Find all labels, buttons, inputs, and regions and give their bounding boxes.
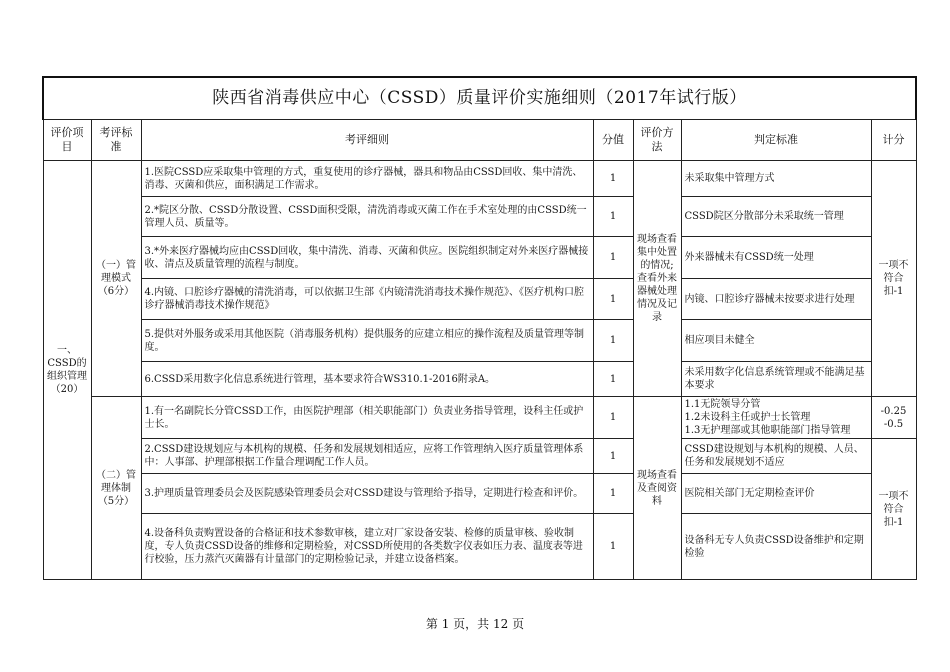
score-cell: 1 [593, 514, 633, 580]
header-detail: 考评细则 [141, 120, 593, 161]
criteria-cell: 未采用数字化信息系统管理或不能满足基本要求 [681, 362, 871, 397]
detail-cell: 2.*院区分散、CSSD分散设置、CSSD面积受限，清洗消毒或灭菌工作在手术室处理的由CSSD统一管理人员、质量等。 [141, 197, 593, 237]
criteria-cell: CSSD院区分散部分未采取统一管理 [681, 197, 871, 237]
header-item: 评价项目 [43, 120, 91, 161]
detail-cell: 3.护理质量管理委员会及医院感染管理委员会对CSSD建设与管理给予指导，定期进行检查和评价。 [141, 474, 593, 514]
page-title: 陕西省消毒供应中心（CSSD）质量评价实施细则（2017年试行版） [43, 77, 916, 120]
detail-cell: 5.提供对外服务或采用其他医院（消毒服务机构）提供服务的应建立相应的操作流程及质量管理等制度。 [141, 320, 593, 362]
table-row [43, 320, 916, 362]
method-cell-2: 现场查看及查阅资料 [633, 397, 681, 580]
header-score: 分值 [593, 120, 633, 161]
detail-cell: 1.医院CSSD应采取集中管理的方式，重复使用的诊疗器械，器具和物品由CSSD回收、集中清洗、消毒、灭菌和供应，面积满足工作需求。 [141, 161, 593, 197]
score-cell: 1 [593, 161, 633, 197]
criteria-cell: 内镜、口腔诊疗器械未按要求进行处理 [681, 279, 871, 320]
detail-cell: 6.CSSD采用数字化信息系统进行管理，基本要求符合WS310.1-2016附录A。 [141, 362, 593, 397]
group-standard-1: （一）管理模式（6分） [91, 161, 141, 397]
detail-cell: 1.有一名副院长分管CSSD工作，由医院护理部（相关职能部门）负责业务指导管理，设科主任或护士长。 [141, 397, 593, 439]
criteria-line: 1.3无护理部或其他职能部门指导管理 [684, 425, 851, 436]
score-cell: 1 [593, 362, 633, 397]
table-row [43, 439, 916, 474]
detail-cell: 3.*外来医疗器械均应由CSSD回收，集中清洗、消毒、灭菌和供应。医院组织制定对外来医疗器械接收、清点及质量管理的流程与制度。 [141, 237, 593, 279]
table-row [43, 397, 916, 439]
criteria-cell [681, 397, 871, 439]
header-deduct: 计分 [871, 120, 916, 161]
criteria-line: 1.1无院领导分管 [684, 399, 761, 410]
score-cell: 1 [593, 279, 633, 320]
table-row [43, 514, 916, 580]
page-footer: 第 1 页，共 12 页 [425, 617, 525, 631]
header-criteria: 判定标准 [681, 120, 871, 161]
table-row [43, 197, 916, 237]
deduct-cell-2: 一项不符合扣-1 [871, 439, 916, 580]
table-row [43, 279, 916, 320]
item-label: 一、CSSD的组织管理（20） [43, 161, 91, 580]
criteria-cell: 设备科无专人负责CSSD设备维护和定期检验 [681, 514, 871, 580]
method-cell-1: 现场查看集中处置的情况;查看外来器械处理情况及记录 [633, 161, 681, 397]
criteria-cell: CSSD建设规划与本机构的规模、人员、任务和发展规划不适应 [681, 439, 871, 474]
table-row [43, 161, 916, 197]
criteria-line: 1.2未设科主任或护士长管理 [684, 412, 811, 423]
header-standard: 考评标准 [91, 120, 141, 161]
group-standard-2: （二）管理体制（5分） [91, 397, 141, 580]
detail-cell: 2.CSSD建设规划应与本机构的规模、任务和发展规划相适应，应将工作管理纳入医疗质量管理体系中：人事部、护理部根据工作量合理调配工作人员。 [141, 439, 593, 474]
score-cell: 1 [593, 320, 633, 362]
table-row [43, 237, 916, 279]
detail-cell: 4.设备科负责购置设备的合格证和技术参数审核，建立对厂家设备安装、检修的质量审核、验收制度，专人负责CSSD设备的维修和定期检验，对CSSD所使用的各类数字仪表如压力表、温度表等进行校验，压力蒸汽灭菌器有计量部门的定期检验记录，并建立设备档案。 [141, 514, 593, 580]
detail-cell: 4.内镜、口腔诊疗器械的清洗消毒，可以依据卫生部《内镜清洗消毒技术操作规范》、《医疗机构口腔诊疗器械消毒技术操作规范》 [141, 279, 593, 320]
score-cell: 1 [593, 439, 633, 474]
table-row [43, 362, 916, 397]
evaluation-table [42, 76, 917, 580]
criteria-cell: 未采取集中管理方式 [681, 161, 871, 197]
table-row [43, 474, 916, 514]
deduct-cell-partial: -0.25 -0.5 [871, 397, 916, 439]
criteria-cell: 医院相关部门无定期检查评价 [681, 474, 871, 514]
criteria-cell: 外来器械未有CSSD统一处理 [681, 237, 871, 279]
criteria-cell: 相应项目未健全 [681, 320, 871, 362]
score-cell: 1 [593, 397, 633, 439]
header-row [43, 120, 916, 161]
deduct-cell-1: 一项不符合扣-1 [871, 161, 916, 397]
score-cell: 1 [593, 197, 633, 237]
score-cell: 1 [593, 474, 633, 514]
header-method: 评价方法 [633, 120, 681, 161]
score-cell: 1 [593, 237, 633, 279]
